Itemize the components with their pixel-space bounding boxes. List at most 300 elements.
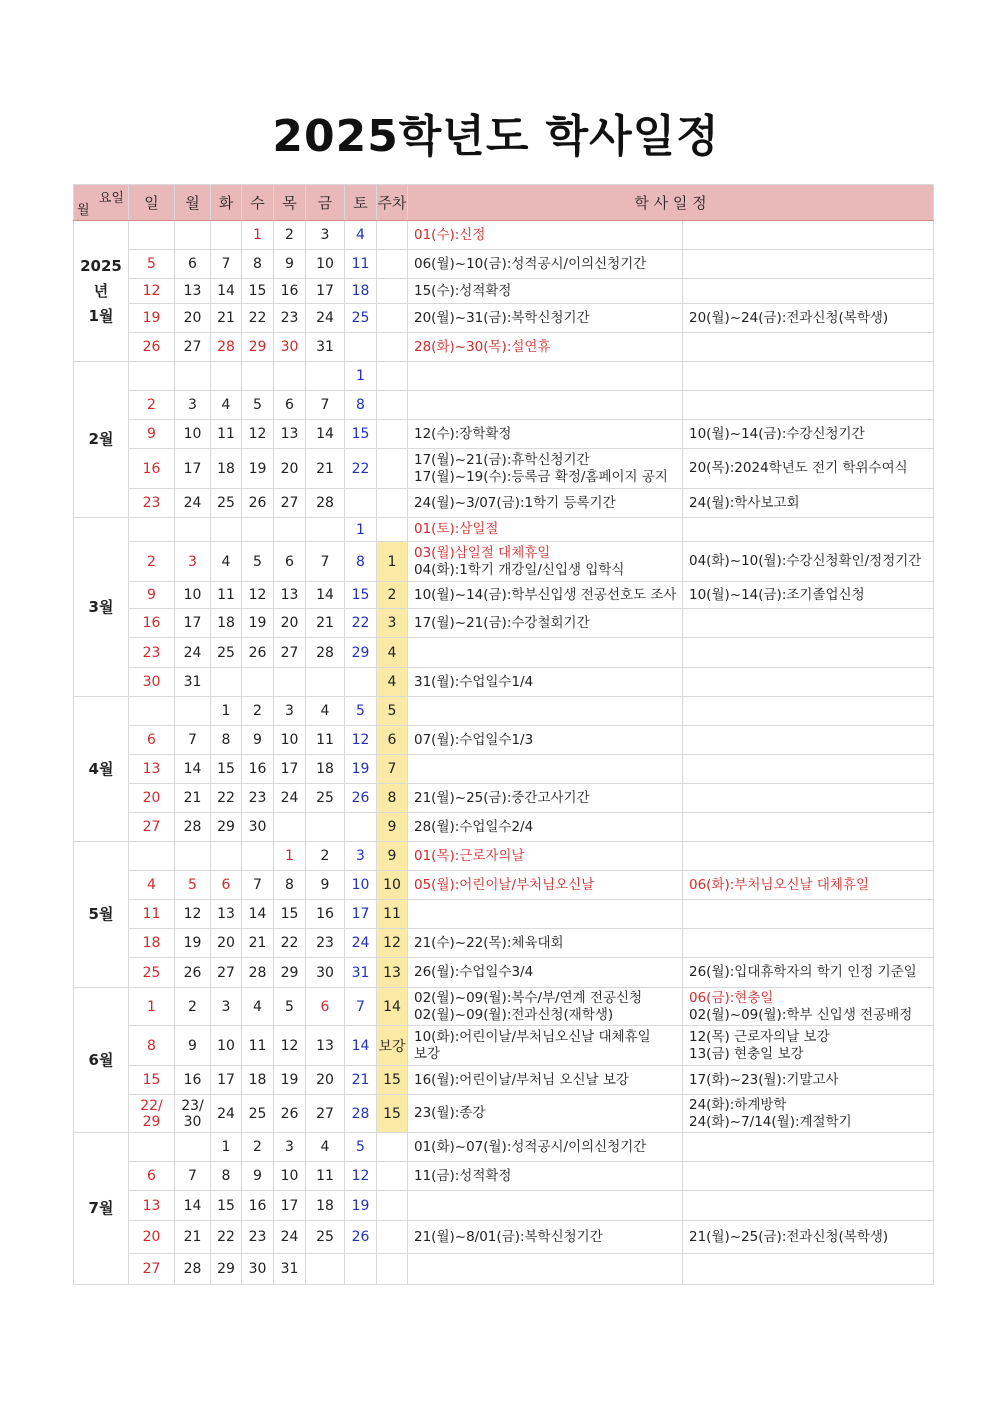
day-cell-tue <box>211 668 242 697</box>
day-cell-tue: 28 <box>211 333 242 362</box>
week-number-cell <box>377 362 408 391</box>
day-cell-wed: 16 <box>242 1191 274 1221</box>
day-cell-mon: 19 <box>175 929 211 958</box>
schedule-event-secondary <box>683 929 934 958</box>
week-row <box>74 1133 934 1162</box>
day-cell-tue: 22 <box>211 1221 242 1254</box>
schedule-event-secondary <box>683 1026 934 1066</box>
week-row <box>74 420 934 449</box>
day-cell-mon: 17 <box>175 449 211 489</box>
schedule-event-primary <box>408 1095 683 1133</box>
schedule-event-secondary <box>683 1254 934 1285</box>
day-cell-thu: 17 <box>274 755 306 784</box>
day-cell-tue: 20 <box>211 929 242 958</box>
week-row <box>74 609 934 638</box>
day-cell-sun: 9 <box>129 420 175 449</box>
day-cell-sat: 11 <box>345 250 377 279</box>
day-cell-thu: 1 <box>274 842 306 871</box>
schedule-event-secondary <box>683 1133 934 1162</box>
day-cell-thu: 2 <box>274 221 306 250</box>
week-row <box>74 958 934 988</box>
schedule-event-secondary <box>683 582 934 609</box>
week-number-cell <box>377 279 408 304</box>
month-label: 2025년 1월 <box>74 221 129 362</box>
day-cell-wed: 18 <box>242 1066 274 1095</box>
day-cell-mon: 28 <box>175 813 211 842</box>
schedule-event-secondary <box>683 871 934 900</box>
schedule-event-primary <box>408 697 683 726</box>
day-cell-wed: 30 <box>242 813 274 842</box>
day-cell-tue: 15 <box>211 1191 242 1221</box>
day-cell-thu: 6 <box>274 542 306 582</box>
day-cell-fri: 4 <box>306 697 345 726</box>
day-cell-thu: 9 <box>274 250 306 279</box>
day-cell-fri: 21 <box>306 449 345 489</box>
schedule-event-secondary <box>683 250 934 279</box>
day-cell-wed: 26 <box>242 638 274 668</box>
day-cell-mon: 7 <box>175 1162 211 1191</box>
day-cell-fri <box>306 813 345 842</box>
week-row <box>74 1095 934 1133</box>
event-text: 01(화)~07(월):성적공시/이의신청기간 <box>414 1138 647 1155</box>
day-cell-sun: 13 <box>129 1191 175 1221</box>
day-cell-wed: 14 <box>242 900 274 929</box>
week-row <box>74 1026 934 1066</box>
day-cell-fri: 18 <box>306 755 345 784</box>
event-text: 13(금) 현충일 보강 <box>689 1045 804 1062</box>
week-number-cell <box>377 1191 408 1221</box>
header-corner <box>74 185 129 221</box>
day-cell-sat <box>345 333 377 362</box>
week-row <box>74 449 934 489</box>
schedule-event-primary <box>408 1066 683 1095</box>
day-cell-thu: 24 <box>274 1221 306 1254</box>
day-cell-sun: 20 <box>129 1221 175 1254</box>
day-cell-fri: 27 <box>306 1095 345 1133</box>
day-cell-mon: 24 <box>175 489 211 518</box>
week-number-cell <box>377 250 408 279</box>
event-text: 20(목):2024학년도 전기 학위수여식 <box>689 460 908 476</box>
day-cell-thu <box>274 362 306 391</box>
header-day-fri: 금 <box>306 185 345 221</box>
day-cell-mon <box>175 221 211 250</box>
schedule-event-secondary <box>683 988 934 1026</box>
event-text: 24(화)~7/14(월):계절학기 <box>689 1113 852 1130</box>
day-cell-wed: 12 <box>242 420 274 449</box>
day-cell-tue: 17 <box>211 1066 242 1095</box>
header-day-wed: 수 <box>242 185 274 221</box>
schedule-event-secondary <box>683 609 934 638</box>
day-cell-tue: 3 <box>211 988 242 1026</box>
day-cell-sat: 26 <box>345 1221 377 1254</box>
event-text: 10(월)~14(금):학부신입생 전공선호도 조사 <box>414 586 677 603</box>
schedule-event-secondary <box>683 638 934 668</box>
event-text: 02(월)~09(월):복수/부/연계 전공신청 <box>414 989 643 1006</box>
schedule-event-secondary <box>683 449 934 489</box>
day-cell-wed: 22 <box>242 304 274 333</box>
week-number-cell: 1 <box>377 542 408 582</box>
day-cell-fri: 10 <box>306 250 345 279</box>
week-number-cell <box>377 1162 408 1191</box>
event-text: 17(화)~23(월):기말고사 <box>689 1071 839 1088</box>
day-cell-wed: 29 <box>242 333 274 362</box>
day-cell-wed: 8 <box>242 250 274 279</box>
day-cell-tue: 1 <box>211 1133 242 1162</box>
event-text: 17(월)~19(수):등록금 확정/홈페이지 공지 <box>414 468 668 485</box>
schedule-event-primary <box>408 489 683 518</box>
week-row <box>74 518 934 542</box>
week-number-cell <box>377 420 408 449</box>
day-cell-thu: 22 <box>274 929 306 958</box>
day-cell-sun: 4 <box>129 871 175 900</box>
event-text: 02(월)~09(월):학부 신입생 전공배정 <box>689 1006 913 1023</box>
day-cell-sun: 16 <box>129 609 175 638</box>
day-cell-thu: 12 <box>274 1026 306 1066</box>
day-cell-thu: 24 <box>274 784 306 813</box>
day-cell-tue: 25 <box>211 638 242 668</box>
day-cell-tue: 22 <box>211 784 242 813</box>
week-number-cell <box>377 333 408 362</box>
event-text: 28(월):수업일수2/4 <box>414 818 534 835</box>
day-cell-wed: 25 <box>242 1095 274 1133</box>
day-cell-sat: 8 <box>345 542 377 582</box>
day-cell-sun: 19 <box>129 304 175 333</box>
day-cell-tue: 27 <box>211 958 242 988</box>
day-cell-mon: 6 <box>175 250 211 279</box>
schedule-event-primary <box>408 929 683 958</box>
day-cell-sat: 15 <box>345 420 377 449</box>
schedule-event-primary <box>408 668 683 697</box>
schedule-event-primary <box>408 518 683 542</box>
day-cell-fri: 3 <box>306 221 345 250</box>
day-cell-thu: 20 <box>274 609 306 638</box>
day-cell-tue: 29 <box>211 813 242 842</box>
event-text: 23(월):종강 <box>414 1105 486 1121</box>
day-cell-mon: 10 <box>175 420 211 449</box>
day-cell-tue: 4 <box>211 391 242 420</box>
day-cell-fri: 7 <box>306 391 345 420</box>
week-number-cell <box>377 1254 408 1285</box>
schedule-event-primary <box>408 250 683 279</box>
day-cell-mon: 3 <box>175 391 211 420</box>
schedule-event-primary <box>408 420 683 449</box>
schedule-event-primary <box>408 1026 683 1066</box>
day-cell-sat: 3 <box>345 842 377 871</box>
day-cell-thu: 3 <box>274 697 306 726</box>
day-cell-mon: 7 <box>175 726 211 755</box>
schedule-event-primary <box>408 221 683 250</box>
header-day-sun: 일 <box>129 185 175 221</box>
week-row <box>74 1254 934 1285</box>
event-text: 01(목):근로자의날 <box>414 847 525 864</box>
day-cell-sun: 13 <box>129 755 175 784</box>
event-text: 21(월)~25(금):중간고사기간 <box>414 789 590 806</box>
schedule-event-primary <box>408 958 683 988</box>
event-text: 20(월)~31(금):복학신청기간 <box>414 309 590 326</box>
week-row <box>74 988 934 1026</box>
week-row <box>74 842 934 871</box>
week-number-cell <box>377 489 408 518</box>
day-cell-fri <box>306 518 345 542</box>
day-cell-sat <box>345 813 377 842</box>
day-cell-wed <box>242 842 274 871</box>
day-cell-tue: 14 <box>211 279 242 304</box>
week-row <box>74 221 934 250</box>
event-text: 21(월)~25(금):전과신청(복학생) <box>689 1228 889 1245</box>
day-cell-sun <box>129 362 175 391</box>
day-cell-mon: 24 <box>175 638 211 668</box>
week-row <box>74 279 934 304</box>
day-cell-mon: 5 <box>175 871 211 900</box>
day-cell-tue <box>211 842 242 871</box>
week-number-cell: 15 <box>377 1095 408 1133</box>
day-cell-sat: 24 <box>345 929 377 958</box>
event-text: 15(수):성적확정 <box>414 282 512 299</box>
day-cell-sun: 8 <box>129 1026 175 1066</box>
day-cell-thu: 6 <box>274 391 306 420</box>
schedule-event-primary <box>408 1221 683 1254</box>
day-cell-sun: 6 <box>129 726 175 755</box>
day-cell-fri: 21 <box>306 609 345 638</box>
day-cell-sat: 22 <box>345 609 377 638</box>
day-cell-mon <box>175 362 211 391</box>
week-row <box>74 304 934 333</box>
day-cell-fri: 4 <box>306 1133 345 1162</box>
event-text: 06(월)~10(금):성적공시/이의신청기간 <box>414 255 647 272</box>
day-cell-wed: 19 <box>242 609 274 638</box>
schedule-event-secondary <box>683 784 934 813</box>
day-cell-wed: 5 <box>242 391 274 420</box>
day-cell-thu: 23 <box>274 304 306 333</box>
day-cell-tue <box>211 221 242 250</box>
event-text: 31(월):수업일수1/4 <box>414 673 534 690</box>
schedule-event-secondary <box>683 1066 934 1095</box>
day-cell-tue: 8 <box>211 1162 242 1191</box>
week-number-cell: 14 <box>377 988 408 1026</box>
day-cell-sat: 29 <box>345 638 377 668</box>
event-text: 11(금):성적확정 <box>414 1167 512 1184</box>
day-cell-sat: 8 <box>345 391 377 420</box>
day-cell-sat <box>345 1254 377 1285</box>
month-label: 4월 <box>74 697 129 842</box>
page-title: 2025학년도 학사일정 <box>272 111 720 162</box>
schedule-event-secondary <box>683 1221 934 1254</box>
day-cell-tue: 21 <box>211 304 242 333</box>
schedule-event-primary <box>408 609 683 638</box>
day-cell-tue: 11 <box>211 582 242 609</box>
schedule-event-secondary <box>683 391 934 420</box>
week-row <box>74 1221 934 1254</box>
calendar-body <box>74 221 934 1285</box>
day-cell-sun: 20 <box>129 784 175 813</box>
day-cell-fri: 14 <box>306 420 345 449</box>
day-cell-sun <box>129 697 175 726</box>
event-text: 12(목) 근로자의날 보강 <box>689 1028 830 1045</box>
day-cell-sat: 5 <box>345 697 377 726</box>
day-cell-tue: 8 <box>211 726 242 755</box>
day-cell-fri: 2 <box>306 842 345 871</box>
schedule-event-primary <box>408 900 683 929</box>
week-row <box>74 542 934 582</box>
schedule-event-secondary <box>683 221 934 250</box>
week-row <box>74 333 934 362</box>
schedule-event-secondary <box>683 362 934 391</box>
month-label: 5월 <box>74 842 129 988</box>
week-number-cell: 6 <box>377 726 408 755</box>
week-number-cell <box>377 1221 408 1254</box>
event-text: 03(월)삼일절 대체휴일 <box>414 544 551 561</box>
schedule-event-secondary <box>683 1162 934 1191</box>
day-cell-sun: 2 <box>129 542 175 582</box>
day-cell-thu: 10 <box>274 726 306 755</box>
schedule-event-secondary <box>683 697 934 726</box>
day-cell-wed: 16 <box>242 755 274 784</box>
schedule-event-secondary <box>683 518 934 542</box>
event-text: 07(월):수업일수1/3 <box>414 731 534 748</box>
day-cell-tue: 13 <box>211 900 242 929</box>
schedule-event-primary <box>408 1254 683 1285</box>
day-cell-sat: 1 <box>345 362 377 391</box>
week-number-cell <box>377 449 408 489</box>
day-cell-tue: 15 <box>211 755 242 784</box>
schedule-event-secondary <box>683 842 934 871</box>
event-text: 24(화):하계방학 <box>689 1096 787 1113</box>
day-cell-mon: 31 <box>175 668 211 697</box>
day-cell-sun: 30 <box>129 668 175 697</box>
event-text: 10(화):어린이날/부처님오신날 대체휴일 <box>414 1028 651 1045</box>
day-cell-fri <box>306 362 345 391</box>
schedule-event-secondary <box>683 813 934 842</box>
week-number-cell: 9 <box>377 813 408 842</box>
week-number-cell: 12 <box>377 929 408 958</box>
day-cell-wed: 9 <box>242 1162 274 1191</box>
day-cell-wed: 30 <box>242 1254 274 1285</box>
day-cell-thu: 20 <box>274 449 306 489</box>
day-cell-sun: 12 <box>129 279 175 304</box>
day-cell-mon: 3 <box>175 542 211 582</box>
event-text: 20(월)~24(금):전과신청(복학생) <box>689 309 889 326</box>
day-cell-wed <box>242 362 274 391</box>
week-number-cell: 7 <box>377 755 408 784</box>
day-cell-sun: 16 <box>129 449 175 489</box>
header-schedule: 학 사 일 정 <box>408 185 934 221</box>
schedule-event-primary <box>408 726 683 755</box>
event-text: 10(월)~14(금):수강신청기간 <box>689 425 865 442</box>
day-cell-sun: 6 <box>129 1162 175 1191</box>
event-text: 17(월)~21(금):수강철회기간 <box>414 614 590 631</box>
week-row <box>74 391 934 420</box>
week-number-cell: 2 <box>377 582 408 609</box>
event-text: 21(수)~22(목):체육대회 <box>414 934 564 951</box>
day-cell-sat: 31 <box>345 958 377 988</box>
schedule-event-secondary <box>683 958 934 988</box>
day-cell-tue: 6 <box>211 871 242 900</box>
day-cell-fri: 16 <box>306 900 345 929</box>
day-cell-fri: 13 <box>306 1026 345 1066</box>
week-row <box>74 755 934 784</box>
day-cell-thu: 13 <box>274 420 306 449</box>
week-number-cell: 보강 <box>377 1026 408 1066</box>
day-cell-fri: 11 <box>306 726 345 755</box>
day-cell-fri <box>306 1254 345 1285</box>
week-row <box>74 489 934 518</box>
day-cell-wed: 15 <box>242 279 274 304</box>
week-row <box>74 1162 934 1191</box>
day-cell-sun <box>129 842 175 871</box>
day-cell-mon <box>175 697 211 726</box>
day-cell-wed: 19 <box>242 449 274 489</box>
week-number-cell <box>377 391 408 420</box>
corner-day-label: 요일 <box>98 191 124 206</box>
week-row <box>74 668 934 697</box>
day-cell-fri: 24 <box>306 304 345 333</box>
day-cell-fri: 6 <box>306 988 345 1026</box>
day-cell-wed: 23 <box>242 1221 274 1254</box>
schedule-event-secondary <box>683 900 934 929</box>
day-cell-thu: 17 <box>274 1191 306 1221</box>
event-text: 04(화):1학기 개강일/신입생 입학식 <box>414 561 625 578</box>
day-cell-thu: 27 <box>274 638 306 668</box>
day-cell-mon: 13 <box>175 279 211 304</box>
day-cell-sun: 1 <box>129 988 175 1026</box>
day-cell-tue <box>211 362 242 391</box>
day-cell-sun: 23 <box>129 489 175 518</box>
day-cell-wed <box>242 668 274 697</box>
day-cell-fri: 25 <box>306 784 345 813</box>
day-cell-sat <box>345 668 377 697</box>
week-row <box>74 1191 934 1221</box>
corner-month-label: 월 <box>77 203 90 218</box>
day-cell-fri: 14 <box>306 582 345 609</box>
day-cell-wed: 21 <box>242 929 274 958</box>
week-row <box>74 900 934 929</box>
day-cell-fri: 28 <box>306 489 345 518</box>
day-cell-tue: 29 <box>211 1254 242 1285</box>
day-cell-mon: 23/ 30 <box>175 1095 211 1133</box>
day-cell-thu: 13 <box>274 582 306 609</box>
week-number-cell: 15 <box>377 1066 408 1095</box>
day-cell-mon: 14 <box>175 1191 211 1221</box>
day-cell-mon <box>175 842 211 871</box>
day-cell-mon: 10 <box>175 582 211 609</box>
week-number-cell: 4 <box>377 638 408 668</box>
day-cell-sun: 2 <box>129 391 175 420</box>
day-cell-sat: 12 <box>345 726 377 755</box>
day-cell-sun: 15 <box>129 1066 175 1095</box>
week-row <box>74 697 934 726</box>
day-cell-wed: 23 <box>242 784 274 813</box>
day-cell-mon: 16 <box>175 1066 211 1095</box>
day-cell-thu: 29 <box>274 958 306 988</box>
schedule-event-secondary <box>683 542 934 582</box>
event-text: 02(월)~09(월):전과신청(재학생) <box>414 1006 614 1023</box>
day-cell-sun: 27 <box>129 813 175 842</box>
day-cell-wed: 1 <box>242 221 274 250</box>
day-cell-thu <box>274 668 306 697</box>
week-number-cell: 13 <box>377 958 408 988</box>
schedule-event-secondary <box>683 304 934 333</box>
schedule-event-primary <box>408 871 683 900</box>
schedule-event-secondary <box>683 1095 934 1133</box>
day-cell-sat: 26 <box>345 784 377 813</box>
week-number-cell: 9 <box>377 842 408 871</box>
day-cell-mon: 17 <box>175 609 211 638</box>
schedule-event-primary <box>408 813 683 842</box>
day-cell-mon <box>175 518 211 542</box>
day-cell-sat: 14 <box>345 1026 377 1066</box>
day-cell-fri: 31 <box>306 333 345 362</box>
event-text: 보강 <box>414 1045 441 1062</box>
